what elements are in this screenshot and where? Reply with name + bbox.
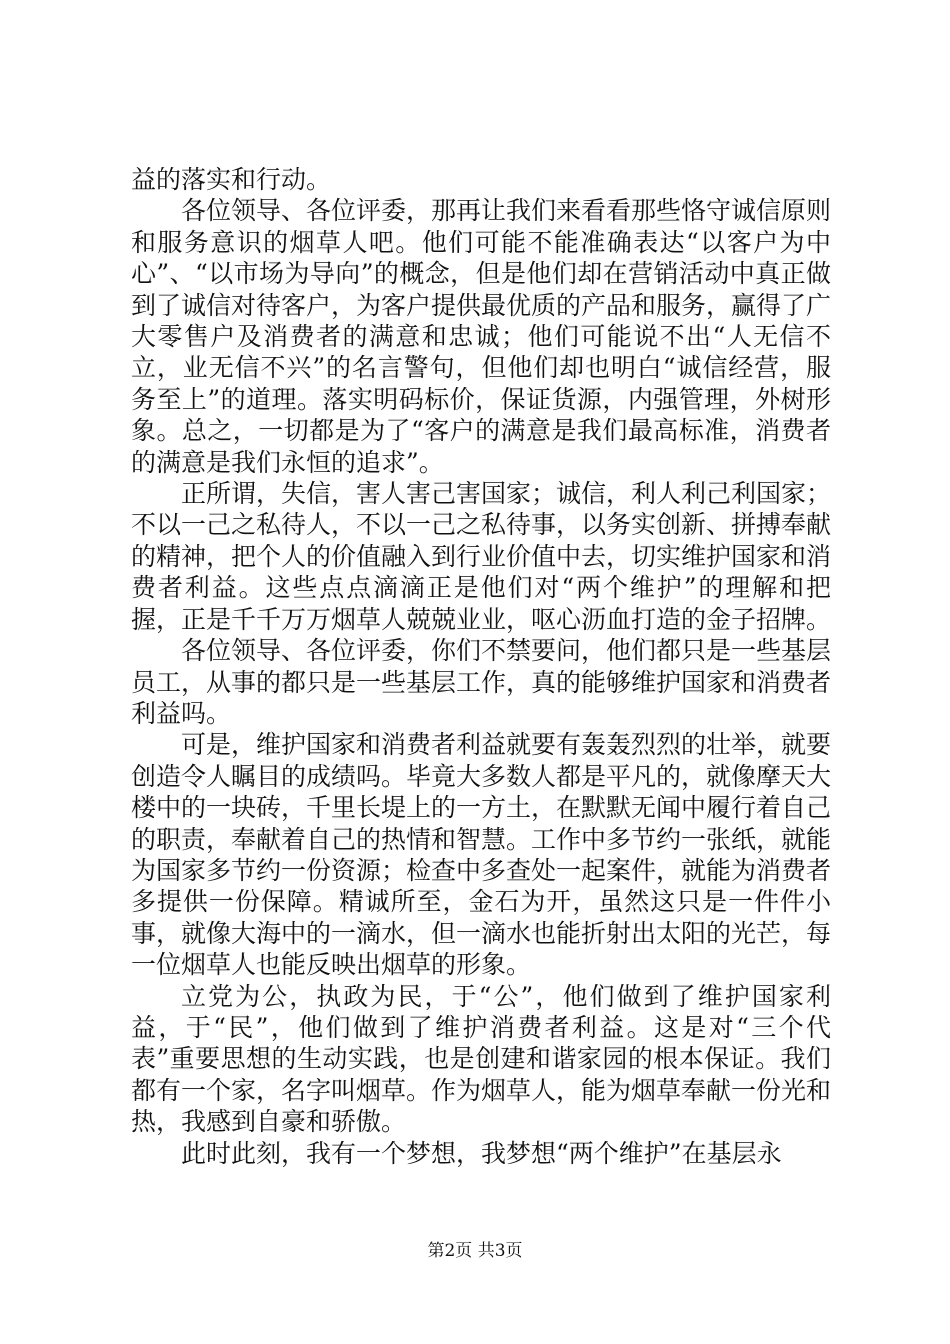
paragraph-1: 益的落实和行动。	[131, 165, 332, 194]
paragraph-6: 立党为公，执政为民，于“公”，他们做到了维护国家利益，于“民”，他们做到了维护消费者利益。这是对“三个代表”重要思想的生动实践，也是创建和谐家园的根本保证。我们都有一个家，名字叫烟草。作为烟草人，能为烟草奉献一份光和热，我感到自豪和骄傲。	[131, 981, 832, 1137]
document-body	[131, 164, 831, 1169]
paragraph-3: 正所谓，失信，害人害己害国家；诚信，利人利己利国家；不以一己之私待人，不以一己之私待事，以务实创新、拼搏奉献的精神，把个人的价值融入到行业价值中去，切实维护国家和消费者利益。这些点点滴滴正是他们对“两个维护”的理解和把握，正是千千万万烟草人兢兢业业，呕心沥血打造的金子招牌。	[131, 479, 832, 634]
page-footer: 第2页 共3页	[427, 1241, 523, 1261]
paragraph-7: 此时此刻，我有一个梦想，我梦想“两个维护”在基层永	[181, 1138, 782, 1168]
paragraph-4: 各位领导、各位评委，你们不禁要问，他们都只是一些基层员工，从事的都只是一些基层工作，真的能够维护国家和消费者利益吗。	[131, 636, 832, 728]
paragraph-5: 可是，维护国家和消费者利益就要有轰轰烈烈的壮举，就要创造令人瞩目的成绩吗。毕竟大多数人都是平凡的，就像摩天大楼中的一块砖，千里长堤上的一方土，在默默无闻中履行着自己的职责，奉献着自己的热情和智慧。工作中多节约一张纸，就能为国家多节约一份资源；检查中多查处一起案件，就能为消费者多提供一份保障。精诚所至，金石为开，虽然这只是一件件小事，就像大海中的一滴水，但一滴水也能折射出太阳的光芒，每一位烟草人也能反映出烟草的形象。	[131, 730, 832, 980]
paragraph-2: 各位领导、各位评委，那再让我们来看看那些恪守诚信原则和服务意识的烟草人吧。他们可能不能准确表达“以客户为中心”、“以市场为导向”的概念，但是他们却在营销活动中真正做到了诚信对待客户，为客户提供最优质的产品和服务，赢得了广大零售户及消费者的满意和忠诚；他们可能说不出“人无信不立，业无信不兴”的名言警句，但他们却也明白“诚信经营，服务至上”的道理。落实明码标价，保证货源，内强管理，外树形象。总之，一切都是为了“客户的满意是我们最高标准，消费者的满意是我们永恒的追求”。	[131, 196, 832, 477]
